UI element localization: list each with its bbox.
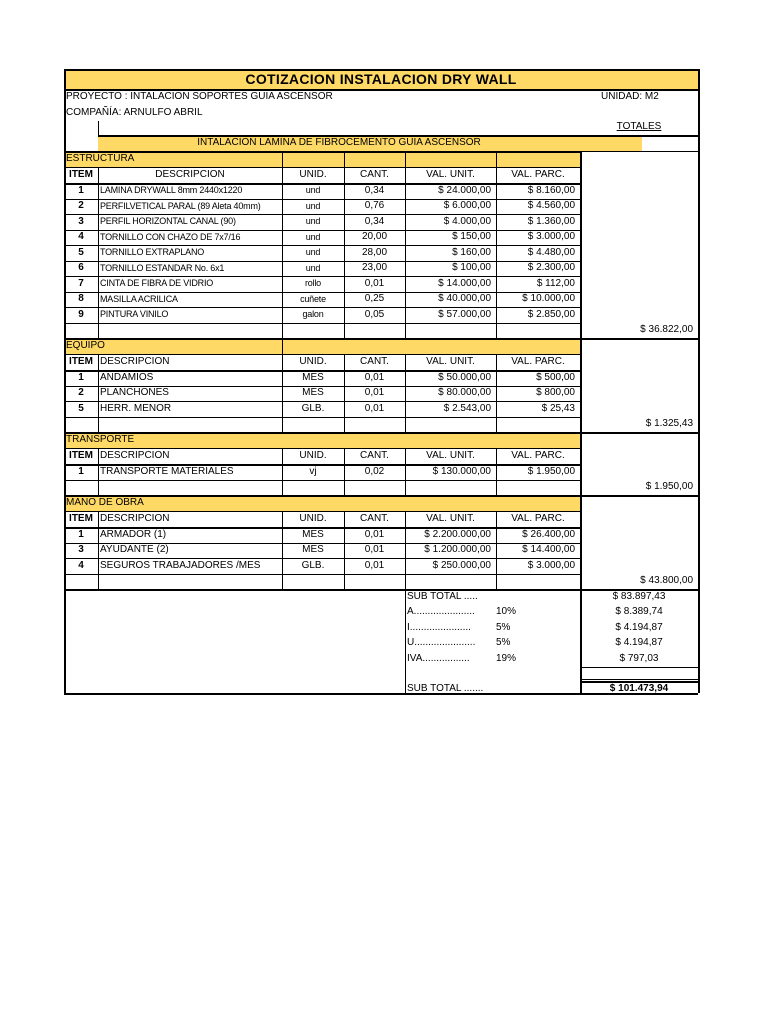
row-item: 9 [78,308,84,320]
grid-line [282,448,283,495]
summary-pct: 10% [496,606,517,618]
grid-line [64,69,66,693]
grid-line [64,167,580,168]
row-description: TORNILLO CON CHAZO DE 7x7/16 [100,231,241,242]
row-val-parc: $ 2.850,00 [527,308,575,320]
row-unid: und [305,185,321,196]
row-description: AYUDANTE (2) [100,544,169,556]
row-cant: 0,01 [364,387,385,399]
grid-line [580,432,698,433]
summary-label: SUB TOTAL ..... [407,590,478,602]
row-unid: und [305,216,321,227]
grid-line [282,151,283,167]
header-val-unit: VAL. UNIT. [426,450,475,461]
grid-line [580,679,698,680]
grid-line [344,354,345,432]
row-description: PERFIL HORIZONTAL CANAL (90) [100,216,236,227]
row-val-parc: $ 25,43 [541,402,575,414]
grid-line [580,589,582,693]
row-description: TORNILLO ESTANDAR No. 6x1 [100,262,225,273]
row-description: TORNILLO EXTRAPLANO [100,247,205,258]
row-cant: 0,01 [364,402,385,414]
summary-value: $ 4.194,87 [615,621,663,633]
header-val-parc: VAL. PARC. [511,356,565,367]
grid-line [580,681,698,683]
row-val-parc: $ 4.480,00 [527,246,575,258]
summary-label: IVA................. [407,652,470,664]
row-val-parc: $ 8.160,00 [527,184,575,196]
row-unid: vj [309,465,317,477]
row-item: 3 [78,215,84,227]
row-val-unit: $ 6.000,00 [443,200,491,212]
row-cant: 0,01 [364,371,385,383]
grid-line [64,543,580,544]
final-subtotal-label: SUB TOTAL ....... [407,682,484,694]
final-total: $ 101.473,94 [609,682,669,694]
header-unid: UNID. [299,513,327,524]
grid-line [344,511,345,589]
row-unid: GLB. [301,402,325,414]
grid-line [64,323,580,324]
grid-line [64,230,580,231]
grid-line [580,151,582,338]
row-item: 5 [78,402,84,414]
document-title: COTIZACION INSTALACION DRY WALL [245,71,517,87]
row-cant: 0,34 [364,184,385,196]
row-description: MASILLA ACRILICA [100,293,178,304]
project-label: PROYECTO : INTALACION SOPORTES GUIA ASCENSOR [66,91,333,102]
totals-label: TOTALES [616,121,662,132]
row-val-parc: $ 1.950,00 [527,465,575,477]
grid-line [98,167,99,338]
row-description: PLANCHONES [100,387,169,399]
summary-pct: 5% [496,621,511,633]
header-item: ITEM [69,356,93,367]
grid-line [580,151,698,152]
row-val-unit: $ 2.543,00 [443,402,491,414]
row-val-parc: $ 3.000,00 [527,231,575,243]
grid-line [405,589,406,693]
row-val-parc: $ 3.000,00 [527,559,575,571]
grid-line [98,354,99,432]
grid-line [64,386,580,387]
row-item: 1 [78,528,84,540]
grid-line [580,667,698,668]
row-cant: 0,34 [364,215,385,227]
grid-line [405,354,406,432]
grid-line [64,495,580,497]
row-val-parc: $ 26.400,00 [522,528,575,540]
row-description: CINTA DE FIBRA DE VIDRIO [100,278,214,289]
grid-line [496,167,497,338]
row-cant: 0,05 [364,308,385,320]
header-cant: CANT. [360,513,389,524]
header-unid: UNID. [299,356,327,367]
row-item: 2 [78,200,84,212]
grid-line [405,151,406,167]
header-descripcion: DESCRIPCION [100,356,170,367]
grid-line [282,511,283,589]
grid-line [64,432,580,434]
row-description: SEGUROS TRABAJADORES /MES [100,559,261,571]
row-unid: rollo [304,278,321,289]
header-descripcion: DESCRIPCION [100,513,170,524]
grid-line [98,448,99,495]
row-unid: und [305,247,321,258]
row-item: 4 [78,231,84,243]
row-item: 3 [78,544,84,556]
row-item: 1 [78,184,84,196]
grid-line [64,448,580,449]
row-cant: 0,01 [364,528,385,540]
row-unid: galon [302,309,324,320]
estructura-section-title: ESTRUCTURA [66,153,135,164]
grid-line [580,338,582,432]
header-val-parc: VAL. PARC. [511,169,565,180]
grid-line [64,245,580,246]
mano_obra-section-title: MANO DE OBRA [66,497,144,508]
row-item: 6 [78,262,84,274]
row-val-parc: $ 10.000,00 [522,293,575,305]
grid-line [282,338,283,354]
summary-pct: 5% [496,637,511,649]
row-unid: MES [302,371,324,383]
row-val-parc: $ 800,00 [536,387,575,399]
grid-line [405,511,406,589]
row-item: 2 [78,387,84,399]
row-cant: 0,76 [364,200,385,212]
header-cant: CANT. [360,169,389,180]
row-cant: 28,00 [361,246,388,258]
row-val-unit: $ 14.000,00 [438,277,491,289]
grid-line [580,495,698,496]
row-description: ANDAMIOS [100,371,154,383]
row-val-parc: $ 4.560,00 [527,200,575,212]
row-item: 1 [78,465,84,477]
grid-line [64,338,580,340]
grid-line [64,511,580,512]
summary-value: $ 8.389,74 [615,606,663,618]
grid-line [580,338,698,339]
grid-line [64,183,580,185]
grid-line [580,495,582,589]
row-item: 4 [78,559,84,571]
equipo-total: $ 1.325,43 [645,418,693,430]
grid-line [64,527,580,529]
grid-line [64,417,580,418]
row-val-unit: $ 250.000,00 [432,559,491,571]
row-val-unit: $ 1.200.000,00 [424,544,491,556]
row-val-unit: $ 80.000,00 [438,387,491,399]
row-unid: GLB. [301,559,325,571]
row-unid: MES [302,387,324,399]
row-val-unit: $ 57.000,00 [438,308,491,320]
grid-line [344,151,345,167]
row-description: LAMINA DRYWALL 8mm 2440x1220 [100,185,243,196]
grid-line [496,354,497,432]
summary-value: $ 797,03 [619,652,659,664]
grid-line [405,167,406,338]
grid-line [98,511,99,589]
row-cant: 0,02 [364,465,385,477]
summary-label: A...................... [407,606,475,618]
row-val-unit: $ 130.000,00 [432,465,491,477]
estructura-total: $ 36.822,00 [640,324,693,336]
row-val-parc: $ 1.360,00 [527,215,575,227]
grid-line [64,464,580,466]
summary-value: $ 4.194,87 [615,637,663,649]
row-unid: MES [302,544,324,556]
row-val-unit: $ 100,00 [452,262,491,274]
grid-line [580,432,582,495]
row-item: 8 [78,293,84,305]
row-item: 7 [78,277,84,289]
row-val-unit: $ 40.000,00 [438,293,491,305]
grid-line [64,276,580,277]
header-cant: CANT. [360,450,389,461]
header-cant: CANT. [360,356,389,367]
row-unid: und [305,231,321,242]
header-val-unit: VAL. UNIT. [426,169,475,180]
transporte-total: $ 1.950,00 [645,481,693,493]
grid-line [282,354,283,432]
header-unid: UNID. [299,169,327,180]
header-val-parc: VAL. PARC. [511,450,565,461]
header-item: ITEM [69,169,93,180]
row-cant: 20,00 [361,231,388,243]
unit-label: UNIDAD: M2 [601,91,659,102]
row-description: PERFILVETICAL PARAL (89 Aleta 40mm) [100,200,261,211]
grid-line [496,151,497,167]
row-val-unit: $ 50.000,00 [438,371,491,383]
row-unid: und [305,262,321,273]
summary-label: U...................... [407,637,476,649]
grid-line [64,292,580,293]
grid-line [405,448,406,495]
row-item: 5 [78,246,84,258]
row-unid: MES [302,528,324,540]
header-unid: UNID. [299,450,327,461]
row-val-parc: $ 112,00 [536,277,575,289]
header-val-unit: VAL. UNIT. [426,356,475,367]
equipo-section-title: EQUIPO [66,340,105,351]
grid-line [344,448,345,495]
row-description: PINTURA VINILO [100,309,169,320]
row-val-parc: $ 2.300,00 [527,262,575,274]
row-cant: 0,01 [364,544,385,556]
row-description: HERR. MENOR [100,402,172,414]
grid-line [64,214,580,215]
grid-line [64,693,698,695]
header-descripcion: DESCRIPCION [155,169,225,180]
row-cant: 23,00 [361,262,388,274]
row-description: TRANSPORTE MATERIALES [100,465,234,477]
grid-line [496,511,497,589]
grid-line [496,448,497,495]
row-val-unit: $ 2.200.000,00 [424,528,491,540]
header-item: ITEM [69,513,93,524]
row-unid: cuñete [300,293,326,304]
grid-line [64,69,698,71]
summary-value: $ 83.897,43 [612,590,666,602]
row-val-parc: $ 14.400,00 [522,544,575,556]
row-cant: 0,01 [364,559,385,571]
grid-line [698,69,700,693]
mano_obra-total: $ 43.800,00 [640,575,693,587]
grid-line [282,167,283,338]
row-item: 1 [78,371,84,383]
grid-line [344,167,345,338]
header-item: ITEM [69,450,93,461]
row-val-unit: $ 150,00 [452,231,491,243]
section-banner: INTALACION LAMINA DE FIBROCEMENTO GUIA ASCENSOR [197,137,481,148]
grid-line [64,574,580,575]
summary-pct: 19% [496,652,517,664]
row-val-unit: $ 160,00 [452,246,491,258]
row-val-unit: $ 4.000,00 [443,215,491,227]
header-descripcion: DESCRIPCION [100,450,170,461]
grid-line [64,307,580,308]
grid-line [64,370,580,372]
row-val-unit: $ 24.000,00 [438,184,491,196]
header-val-unit: VAL. UNIT. [426,513,475,524]
grid-line [64,199,580,200]
header-val-parc: VAL. PARC. [511,513,565,524]
quote-sheet [64,69,698,693]
grid-line [64,558,580,559]
grid-line [698,119,699,135]
company-label: COMPAÑÍA: ARNULFO ABRIL [66,107,203,118]
summary-label: I...................... [407,621,471,633]
row-cant: 0,25 [364,293,385,305]
row-unid: und [305,200,321,211]
grid-line [64,354,580,355]
grid-line [98,121,99,136]
row-val-parc: $ 500,00 [536,371,575,383]
grid-line [64,261,580,262]
grid-line [64,401,580,402]
transporte-section-title: TRANSPORTE [66,434,135,445]
row-cant: 0,01 [364,277,385,289]
grid-line [98,135,698,137]
grid-line [64,151,580,153]
grid-line [64,480,580,481]
row-description: ARMADOR (1) [100,528,167,540]
